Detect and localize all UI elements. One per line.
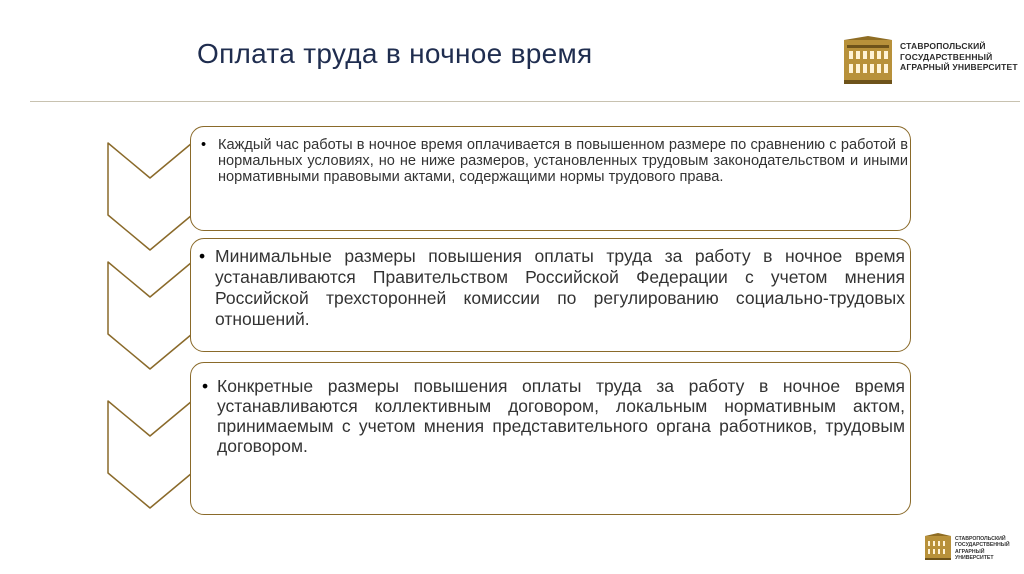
logo-line-2: ГОСУДАРСТВЕННЫЙ — [900, 51, 993, 62]
logo-small-line-1: СТАВРОПОЛЬСКИЙ — [955, 536, 1006, 542]
chevron-1 — [108, 143, 192, 250]
logo-small-caption — [955, 536, 1024, 562]
content-box-3 — [190, 362, 911, 515]
logo-line-3: АГРАРНЫЙ УНИВЕРСИТЕТ — [900, 62, 1018, 72]
content-box-2 — [190, 238, 911, 352]
item-text-3: Конкретные размеры повышения оплаты труда за работу в ночное время устанавливаются коллективным договором, локальным нормативным актом, принимаемым с учетом мнения представительного органа работников, трудовым договором. — [217, 376, 905, 456]
bullet-1: • — [201, 137, 207, 153]
logo-line-1: СТАВРОПОЛЬСКИЙ — [900, 41, 986, 51]
slide-title: Оплата труда в ночное время — [197, 38, 593, 69]
item-text-2: Минимальные размеры повышения оплаты труда за работу в ночное время устанавливаются Правительством Российской Федерации с учетом мнения Российской трехсторонней комиссии по регулированию социально-трудовых отношений. — [215, 246, 905, 329]
logo-small-line-2: ГОСУДАРСТВЕННЫЙ — [955, 542, 1010, 549]
logo-small-line-3: АГРАРНЫЙ УНИВЕРСИТЕТ — [955, 548, 994, 562]
bullet-3: • — [202, 376, 209, 396]
chevron-3 — [108, 401, 192, 508]
content-box-1 — [190, 126, 911, 231]
bullet-2: • — [199, 246, 206, 266]
item-text-1: Каждый час работы в ночное время оплачивается в повышенном размере по сравнению с работой в нормальных условиях, но не ниже размеров, установленных трудовым законодательством и иными нормативными правовыми актами, содержащими нормы трудового права. — [218, 137, 908, 185]
chevron-2 — [108, 262, 192, 369]
